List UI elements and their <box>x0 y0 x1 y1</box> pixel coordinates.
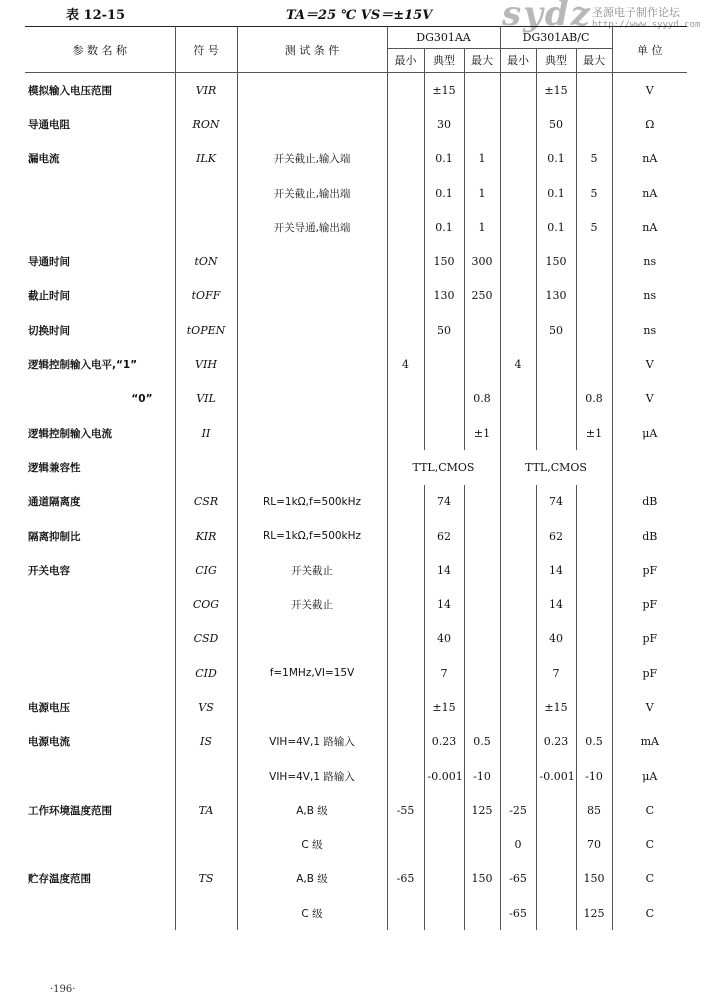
group-b-min-cell <box>500 279 536 313</box>
group-b-max-cell <box>576 553 612 587</box>
symbol-cell <box>175 450 237 484</box>
group-b-min-cell <box>500 210 536 244</box>
condition-cell: 开关导通,输出端 <box>237 210 387 244</box>
group-b-max-cell: 85 <box>576 793 612 827</box>
symbol-cell: COG <box>175 587 237 621</box>
group-a-typ-cell: 40 <box>424 622 464 656</box>
group-a-typ-cell: 74 <box>424 485 464 519</box>
group-a-min-cell <box>387 725 424 759</box>
group-b-typ-cell <box>536 862 576 896</box>
group-a-max-cell: 1 <box>464 142 500 176</box>
group-a-min-cell <box>387 382 424 416</box>
condition-cell <box>237 690 387 724</box>
group-a-typ-cell <box>424 793 464 827</box>
group-b-max-cell: ±1 <box>576 416 612 450</box>
group-b-max-cell: 0.8 <box>576 382 612 416</box>
table-row <box>25 725 687 759</box>
group-a-min-cell <box>387 485 424 519</box>
group-a-min-cell <box>387 553 424 587</box>
group-a-max-cell <box>464 519 500 553</box>
group-b-min-cell: -65 <box>500 862 536 896</box>
group-b-typ-cell: -0.001 <box>536 759 576 793</box>
group-b-max-cell <box>576 73 612 108</box>
unit-cell: ns <box>612 313 687 347</box>
table-row <box>25 828 687 862</box>
group-b-typ-cell: 0.1 <box>536 176 576 210</box>
group-a-typ-cell: 14 <box>424 587 464 621</box>
header-max-b: 最大 <box>576 48 612 72</box>
condition-cell: A,B 级 <box>237 862 387 896</box>
group-a-max-cell <box>464 553 500 587</box>
param-cell: 工作环境温度范围 <box>25 793 175 827</box>
group-a-max-cell <box>464 587 500 621</box>
group-a-min-cell <box>387 244 424 278</box>
condition-cell <box>237 382 387 416</box>
group-b-max-cell <box>576 313 612 347</box>
param-cell <box>25 828 175 862</box>
group-a-min-cell <box>387 759 424 793</box>
table-row <box>25 896 687 930</box>
group-b-min-cell <box>500 485 536 519</box>
group-b-typ-cell <box>536 793 576 827</box>
group-b-typ-cell: ±15 <box>536 690 576 724</box>
group-a-min-cell <box>387 896 424 930</box>
symbol-cell: TA <box>175 793 237 827</box>
group-b-max-cell <box>576 485 612 519</box>
group-b-typ-cell: 40 <box>536 622 576 656</box>
spec-table <box>25 26 687 930</box>
unit-cell <box>612 450 687 484</box>
table-row <box>25 759 687 793</box>
group-a-typ-cell: 14 <box>424 553 464 587</box>
group-a-merged-cell: TTL,CMOS <box>387 450 500 484</box>
header-group-a: DG301AA <box>387 27 500 49</box>
condition-cell <box>237 313 387 347</box>
header-param: 参 数 名 称 <box>25 27 175 73</box>
group-b-typ-cell: 14 <box>536 553 576 587</box>
group-a-typ-cell: -0.001 <box>424 759 464 793</box>
param-cell: 导通时间 <box>25 244 175 278</box>
group-a-typ-cell: 0.1 <box>424 176 464 210</box>
group-b-min-cell <box>500 690 536 724</box>
group-a-max-cell <box>464 690 500 724</box>
group-a-typ-cell: 0.23 <box>424 725 464 759</box>
symbol-cell: II <box>175 416 237 450</box>
param-cell <box>25 759 175 793</box>
group-b-max-cell: 5 <box>576 142 612 176</box>
table-row <box>25 313 687 347</box>
group-a-typ-cell: 30 <box>424 107 464 141</box>
param-cell: 逻辑控制输入电流 <box>25 416 175 450</box>
param-cell: 模拟输入电压范围 <box>25 73 175 108</box>
unit-cell: nA <box>612 176 687 210</box>
table-row <box>25 450 687 484</box>
group-a-max-cell <box>464 347 500 381</box>
group-a-typ-cell <box>424 347 464 381</box>
unit-cell: ns <box>612 279 687 313</box>
param-cell: 漏电流 <box>25 142 175 176</box>
watermark-name: 圣源电子制作论坛 <box>592 6 680 19</box>
group-b-typ-cell: 0.1 <box>536 142 576 176</box>
symbol-cell: CIG <box>175 553 237 587</box>
param-cell: “0” <box>25 382 175 416</box>
param-cell: 通道隔离度 <box>25 485 175 519</box>
group-a-typ-cell: ±15 <box>424 73 464 108</box>
table-row <box>25 622 687 656</box>
group-a-typ-cell: 130 <box>424 279 464 313</box>
group-b-max-cell <box>576 656 612 690</box>
condition-cell: C 级 <box>237 828 387 862</box>
group-b-min-cell <box>500 587 536 621</box>
unit-cell: C <box>612 828 687 862</box>
symbol-cell <box>175 210 237 244</box>
group-b-typ-cell <box>536 828 576 862</box>
group-a-min-cell <box>387 622 424 656</box>
group-a-max-cell <box>464 896 500 930</box>
group-a-max-cell <box>464 485 500 519</box>
group-b-max-cell: 150 <box>576 862 612 896</box>
group-b-typ-cell <box>536 347 576 381</box>
group-b-min-cell: -25 <box>500 793 536 827</box>
param-cell: 逻辑兼容性 <box>25 450 175 484</box>
group-b-min-cell <box>500 313 536 347</box>
group-a-max-cell <box>464 107 500 141</box>
group-b-max-cell <box>576 279 612 313</box>
condition-cell: RL=1kΩ,f=500kHz <box>237 485 387 519</box>
header-max-a: 最大 <box>464 48 500 72</box>
unit-cell: pF <box>612 656 687 690</box>
table-row <box>25 793 687 827</box>
group-a-typ-cell: 50 <box>424 313 464 347</box>
group-b-min-cell <box>500 553 536 587</box>
table-row <box>25 244 687 278</box>
group-a-min-cell <box>387 519 424 553</box>
group-b-max-cell: 70 <box>576 828 612 862</box>
symbol-cell: tON <box>175 244 237 278</box>
group-a-max-cell <box>464 656 500 690</box>
condition-cell <box>237 622 387 656</box>
group-a-min-cell <box>387 587 424 621</box>
symbol-cell <box>175 759 237 793</box>
header-group-b: DG301AB/C <box>500 27 612 49</box>
condition-cell: 开关截止 <box>237 587 387 621</box>
header-min-b: 最小 <box>500 48 536 72</box>
condition-cell <box>237 450 387 484</box>
group-b-max-cell <box>576 622 612 656</box>
header-row <box>25 27 687 49</box>
group-b-max-cell: 0.5 <box>576 725 612 759</box>
group-a-max-cell <box>464 73 500 108</box>
param-cell <box>25 210 175 244</box>
group-b-typ-cell <box>536 416 576 450</box>
group-b-max-cell <box>576 587 612 621</box>
condition-cell: VIH=4V,1 路输入 <box>237 725 387 759</box>
symbol-cell: VIR <box>175 73 237 108</box>
group-b-min-cell <box>500 176 536 210</box>
unit-cell: dB <box>612 519 687 553</box>
table-row <box>25 176 687 210</box>
group-b-typ-cell <box>536 896 576 930</box>
symbol-cell: CSR <box>175 485 237 519</box>
symbol-cell <box>175 176 237 210</box>
group-b-min-cell <box>500 416 536 450</box>
condition-cell <box>237 279 387 313</box>
group-a-max-cell: 1 <box>464 176 500 210</box>
header-symbol: 符 号 <box>175 27 237 73</box>
symbol-cell: CID <box>175 656 237 690</box>
group-b-min-cell <box>500 759 536 793</box>
group-b-typ-cell: 130 <box>536 279 576 313</box>
symbol-cell: KIR <box>175 519 237 553</box>
condition-cell: 开关截止 <box>237 553 387 587</box>
unit-cell: pF <box>612 587 687 621</box>
group-b-min-cell <box>500 142 536 176</box>
group-b-min-cell <box>500 622 536 656</box>
unit-cell: C <box>612 793 687 827</box>
group-a-min-cell <box>387 210 424 244</box>
group-b-typ-cell: 0.1 <box>536 210 576 244</box>
table-row <box>25 416 687 450</box>
table-row <box>25 553 687 587</box>
param-cell: 导通电阻 <box>25 107 175 141</box>
unit-cell: pF <box>612 622 687 656</box>
symbol-cell: VIL <box>175 382 237 416</box>
unit-cell: V <box>612 382 687 416</box>
watermark-url: http://www.syyyd.com <box>592 20 701 30</box>
unit-cell: nA <box>612 142 687 176</box>
condition-cell <box>237 347 387 381</box>
group-a-min-cell <box>387 313 424 347</box>
group-a-max-cell <box>464 313 500 347</box>
unit-cell: μA <box>612 416 687 450</box>
group-b-max-cell: 125 <box>576 896 612 930</box>
symbol-cell: RON <box>175 107 237 141</box>
group-a-typ-cell <box>424 382 464 416</box>
group-a-min-cell <box>387 73 424 108</box>
condition-cell: f=1MHz,VI=15V <box>237 656 387 690</box>
table-row <box>25 107 687 141</box>
group-a-typ-cell <box>424 416 464 450</box>
group-a-max-cell <box>464 828 500 862</box>
symbol-cell: ILK <box>175 142 237 176</box>
table-row <box>25 73 687 108</box>
param-cell <box>25 176 175 210</box>
symbol-cell: TS <box>175 862 237 896</box>
header-condition: 测 试 条 件 <box>237 27 387 73</box>
group-a-max-cell: 300 <box>464 244 500 278</box>
group-a-typ-cell <box>424 896 464 930</box>
group-a-min-cell <box>387 142 424 176</box>
table-row <box>25 382 687 416</box>
condition-cell: C 级 <box>237 896 387 930</box>
group-a-typ-cell: 0.1 <box>424 142 464 176</box>
group-b-min-cell: 4 <box>500 347 536 381</box>
group-a-min-cell: -55 <box>387 793 424 827</box>
group-b-typ-cell: ±15 <box>536 73 576 108</box>
group-b-typ-cell <box>536 382 576 416</box>
group-b-typ-cell: 50 <box>536 107 576 141</box>
unit-cell: V <box>612 347 687 381</box>
condition-cell: 开关截止,输入端 <box>237 142 387 176</box>
header-typ-b: 典型 <box>536 48 576 72</box>
condition-cell <box>237 244 387 278</box>
condition-cell <box>237 416 387 450</box>
group-a-max-cell: 125 <box>464 793 500 827</box>
table-row <box>25 862 687 896</box>
condition-cell: 开关截止,输出端 <box>237 176 387 210</box>
group-a-min-cell <box>387 279 424 313</box>
group-b-min-cell <box>500 656 536 690</box>
table-row <box>25 347 687 381</box>
group-a-typ-cell: 150 <box>424 244 464 278</box>
param-cell: 截止时间 <box>25 279 175 313</box>
group-b-max-cell <box>576 107 612 141</box>
param-cell: 贮存温度范围 <box>25 862 175 896</box>
group-b-typ-cell: 50 <box>536 313 576 347</box>
symbol-cell: VIH <box>175 347 237 381</box>
unit-cell: dB <box>612 485 687 519</box>
unit-cell: Ω <box>612 107 687 141</box>
group-a-typ-cell: ±15 <box>424 690 464 724</box>
group-b-max-cell: 5 <box>576 176 612 210</box>
group-a-max-cell: 250 <box>464 279 500 313</box>
group-b-min-cell <box>500 107 536 141</box>
param-cell: 隔离抑制比 <box>25 519 175 553</box>
group-b-max-cell <box>576 519 612 553</box>
page-number: ·196· <box>50 984 76 995</box>
symbol-cell: tOFF <box>175 279 237 313</box>
unit-cell: nA <box>612 210 687 244</box>
unit-cell: V <box>612 690 687 724</box>
unit-cell: C <box>612 896 687 930</box>
group-a-typ-cell <box>424 862 464 896</box>
param-cell <box>25 656 175 690</box>
group-b-min-cell <box>500 725 536 759</box>
table-row <box>25 279 687 313</box>
group-b-typ-cell: 14 <box>536 587 576 621</box>
symbol-cell: CSD <box>175 622 237 656</box>
group-b-max-cell: -10 <box>576 759 612 793</box>
group-b-min-cell <box>500 519 536 553</box>
table-row <box>25 656 687 690</box>
group-a-min-cell <box>387 656 424 690</box>
header-min-a: 最小 <box>387 48 424 72</box>
watermark-logo: sydz <box>502 0 592 34</box>
table-row <box>25 587 687 621</box>
group-a-min-cell <box>387 828 424 862</box>
group-b-typ-cell: 62 <box>536 519 576 553</box>
symbol-cell: IS <box>175 725 237 759</box>
group-b-max-cell <box>576 244 612 278</box>
group-b-min-cell <box>500 382 536 416</box>
group-a-typ-cell <box>424 828 464 862</box>
group-b-typ-cell: 0.23 <box>536 725 576 759</box>
header-typ-a: 典型 <box>424 48 464 72</box>
group-b-min-cell: -65 <box>500 896 536 930</box>
group-b-max-cell: 5 <box>576 210 612 244</box>
group-b-typ-cell: 150 <box>536 244 576 278</box>
condition-cell <box>237 73 387 108</box>
symbol-cell <box>175 896 237 930</box>
group-a-min-cell <box>387 107 424 141</box>
unit-cell: μA <box>612 759 687 793</box>
group-a-max-cell: 1 <box>464 210 500 244</box>
group-a-min-cell <box>387 176 424 210</box>
param-cell <box>25 896 175 930</box>
unit-cell: V <box>612 73 687 108</box>
symbol-cell <box>175 828 237 862</box>
group-a-typ-cell: 62 <box>424 519 464 553</box>
table-conditions: TA＝25 ℃ VS＝±15V <box>286 8 433 23</box>
param-cell: 逻辑控制输入电平,“1” <box>25 347 175 381</box>
group-a-typ-cell: 7 <box>424 656 464 690</box>
param-cell <box>25 587 175 621</box>
symbol-cell: tOPEN <box>175 313 237 347</box>
group-a-max-cell: 0.8 <box>464 382 500 416</box>
group-a-max-cell: 0.5 <box>464 725 500 759</box>
group-a-min-cell: -65 <box>387 862 424 896</box>
unit-cell: pF <box>612 553 687 587</box>
group-a-min-cell <box>387 690 424 724</box>
group-a-max-cell: 150 <box>464 862 500 896</box>
group-a-typ-cell: 0.1 <box>424 210 464 244</box>
header-unit: 单 位 <box>612 27 687 73</box>
table-number: 表 12-15 <box>66 8 126 23</box>
unit-cell: mA <box>612 725 687 759</box>
unit-cell: ns <box>612 244 687 278</box>
condition-cell: A,B 级 <box>237 793 387 827</box>
group-b-typ-cell: 7 <box>536 656 576 690</box>
param-cell: 电源电流 <box>25 725 175 759</box>
condition-cell <box>237 107 387 141</box>
group-b-typ-cell: 74 <box>536 485 576 519</box>
condition-cell: VIH=4V,1 路输入 <box>237 759 387 793</box>
group-b-max-cell <box>576 690 612 724</box>
param-cell <box>25 622 175 656</box>
group-b-max-cell <box>576 347 612 381</box>
group-a-max-cell: -10 <box>464 759 500 793</box>
symbol-cell: VS <box>175 690 237 724</box>
param-cell: 切换时间 <box>25 313 175 347</box>
group-a-min-cell <box>387 416 424 450</box>
group-a-max-cell <box>464 622 500 656</box>
unit-cell: C <box>612 862 687 896</box>
table-row <box>25 485 687 519</box>
table-row <box>25 690 687 724</box>
group-a-min-cell: 4 <box>387 347 424 381</box>
param-cell: 开关电容 <box>25 553 175 587</box>
table-row <box>25 142 687 176</box>
group-b-merged-cell: TTL,CMOS <box>500 450 612 484</box>
group-a-max-cell: ±1 <box>464 416 500 450</box>
group-b-min-cell <box>500 244 536 278</box>
table-row <box>25 519 687 553</box>
group-b-min-cell: 0 <box>500 828 536 862</box>
condition-cell: RL=1kΩ,f=500kHz <box>237 519 387 553</box>
table-row <box>25 210 687 244</box>
param-cell: 电源电压 <box>25 690 175 724</box>
group-b-min-cell <box>500 73 536 108</box>
